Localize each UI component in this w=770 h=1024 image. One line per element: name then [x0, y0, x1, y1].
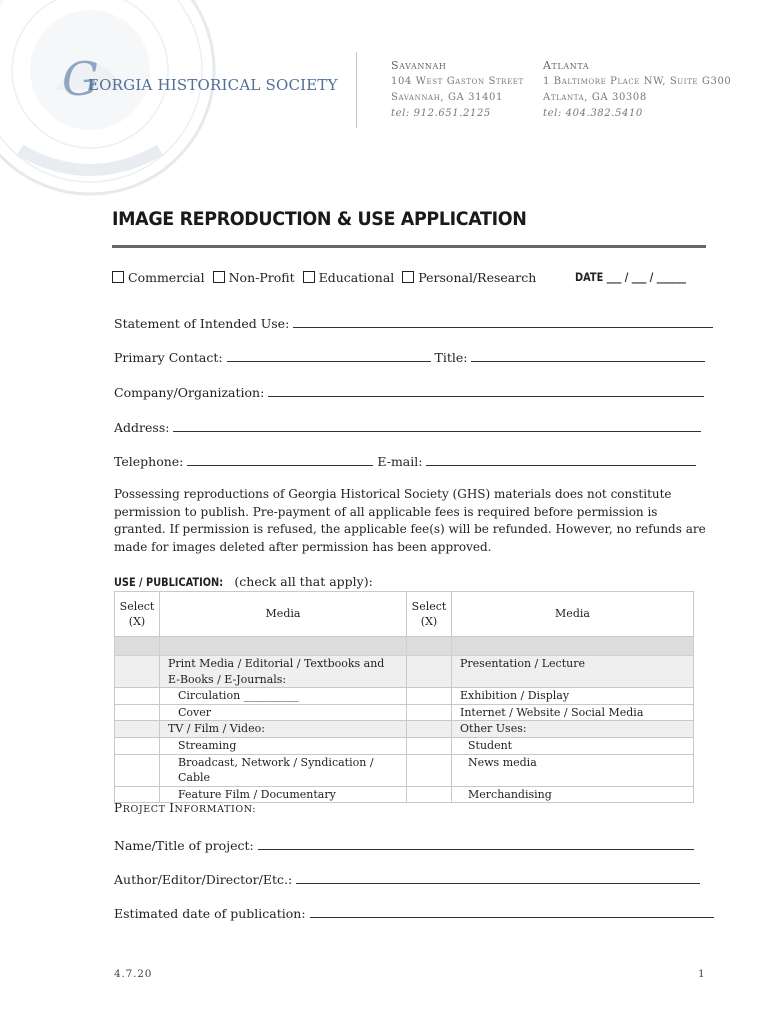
- educational-checkbox[interactable]: [303, 271, 315, 283]
- table-row: [115, 704, 694, 721]
- notice-paragraph: Possessing reproductions of Georgia Historical Society (GHS) materials does not constitute permission to publish. Pre-payment of all applicable fees is required before permission is granted. If permission is refused, the applicable fee(s) will be refunded. However, no refunds are made for images deleted after permission has been approved.: [114, 487, 706, 554]
- savannah-street: 104 West Gaston Street: [391, 76, 524, 87]
- est-date-input[interactable]: [310, 905, 714, 918]
- media-cell: [452, 786, 694, 803]
- est-date-label: Estimated date of publication:: [114, 906, 306, 921]
- header-divider: [356, 52, 357, 128]
- select-cell[interactable]: [407, 688, 452, 705]
- project-name-label: Name/Title of project:: [114, 838, 254, 853]
- select-cell[interactable]: [115, 688, 160, 705]
- project-heading: [114, 801, 256, 815]
- commercial-checkbox[interactable]: [112, 271, 124, 283]
- media-cell-text: Streaming: [178, 738, 237, 752]
- telephone-row: [114, 453, 696, 469]
- version-number: 4.7.20: [114, 968, 153, 980]
- table-header-row: [115, 592, 694, 637]
- table-row: [115, 656, 694, 688]
- statement-input[interactable]: [293, 315, 713, 328]
- email-label: E-mail:: [377, 454, 423, 469]
- date-field[interactable]: DATE ___ / ___ / ______: [575, 270, 687, 284]
- savannah-city: Savannah: [391, 59, 447, 72]
- society-logo: [62, 52, 342, 116]
- page-number: 1: [698, 968, 706, 980]
- primary-contact-input[interactable]: [227, 349, 431, 362]
- atlanta-address: [543, 58, 731, 122]
- media-cell: [452, 754, 694, 786]
- address-label: Address:: [114, 420, 170, 435]
- select-cell[interactable]: [407, 704, 452, 721]
- savannah-citystate: Savannah, GA 31401: [391, 92, 503, 103]
- email-input[interactable]: [426, 453, 696, 466]
- media-cell: TV / Film / Video:: [160, 721, 407, 738]
- select-cell[interactable]: [407, 754, 452, 786]
- project-heading-p: P: [114, 801, 123, 815]
- educational-label: Educational: [318, 270, 395, 285]
- media-cell: Exhibition / Display: [452, 688, 694, 705]
- select-cell[interactable]: [407, 737, 452, 754]
- primary-contact-label: Primary Contact:: [114, 350, 223, 365]
- address-row: [114, 419, 701, 435]
- media-cell-text: Feature Film / Documentary: [178, 787, 336, 801]
- select-cell[interactable]: [115, 754, 160, 786]
- table-row: [115, 737, 694, 754]
- project-heading-i: I: [169, 801, 175, 815]
- savannah-tel: tel: 912.651.2125: [391, 108, 491, 119]
- select-cell[interactable]: [115, 704, 160, 721]
- nonprofit-checkbox[interactable]: [213, 271, 225, 283]
- select-cell[interactable]: [407, 721, 452, 738]
- use-heading-note: (check all that apply):: [234, 574, 373, 589]
- media-cell-text: Merchandising: [468, 787, 552, 801]
- contact-row: [114, 349, 705, 365]
- personal-research-label: Personal/Research: [418, 270, 537, 285]
- media-cell-text: Circulation __________: [178, 689, 299, 703]
- project-heading-roject: ROJECT: [122, 804, 170, 815]
- select-cell[interactable]: [407, 656, 452, 688]
- media-cell-text: Cover: [178, 705, 212, 719]
- media-header-right: Media: [452, 592, 694, 637]
- project-heading-nformation: NFORMATION:: [174, 804, 257, 815]
- project-name-row: [114, 837, 694, 853]
- title-input[interactable]: [471, 349, 705, 362]
- atlanta-city: Atlanta: [543, 59, 590, 72]
- atlanta-citystate: Atlanta, GA 30308: [543, 92, 647, 103]
- telephone-input[interactable]: [187, 453, 373, 466]
- table-band-row: [115, 637, 694, 656]
- author-input[interactable]: [296, 871, 700, 884]
- select-header-left: Select (X): [115, 592, 160, 637]
- author-label: Author/Editor/Director/Etc.:: [114, 872, 293, 887]
- table-row: [115, 754, 694, 786]
- media-cell: Other Uses:: [452, 721, 694, 738]
- media-cell: [160, 754, 407, 786]
- select-cell[interactable]: [115, 737, 160, 754]
- atlanta-tel: tel: 404.382.5410: [543, 108, 643, 119]
- media-cell-text: Student: [468, 738, 513, 752]
- company-label: Company/Organization:: [114, 385, 265, 400]
- company-input[interactable]: [268, 384, 704, 397]
- use-heading-label: USE / PUBLICATION:: [114, 575, 224, 589]
- media-cell-text: Broadcast, Network / Syndication / Cable: [178, 755, 374, 785]
- media-cell-text: News media: [468, 755, 537, 769]
- category-checkboxes: [112, 270, 536, 285]
- statement-row: [114, 315, 713, 331]
- media-header-left: Media: [160, 592, 407, 637]
- est-date-row: [114, 905, 714, 921]
- select-cell[interactable]: [115, 656, 160, 688]
- media-cell: [160, 737, 407, 754]
- company-row: [114, 384, 704, 400]
- select-cell[interactable]: [115, 721, 160, 738]
- form-title: IMAGE REPRODUCTION & USE APPLICATION: [112, 208, 527, 230]
- atlanta-street: 1 Baltimore Place NW, Suite G300: [543, 76, 732, 87]
- author-row: [114, 871, 700, 887]
- nonprofit-label: Non-Profit: [228, 270, 295, 285]
- logo-initial: G: [62, 52, 99, 106]
- select-cell[interactable]: [407, 786, 452, 803]
- title-label: Title:: [434, 350, 468, 365]
- commercial-label: Commercial: [128, 270, 205, 285]
- use-heading: [114, 574, 373, 589]
- logo-text: EORGIA HISTORICAL SOCIETY: [88, 76, 338, 94]
- personal-research-checkbox[interactable]: [402, 271, 414, 283]
- media-cell: Presentation / Lecture: [452, 656, 694, 688]
- use-table: [114, 591, 694, 803]
- media-cell: [160, 704, 407, 721]
- select-header-right: Select (X): [407, 592, 452, 637]
- table-row: [115, 721, 694, 738]
- media-cell: Internet / Website / Social Media: [452, 704, 694, 721]
- table-row: [115, 688, 694, 705]
- address-input[interactable]: [173, 419, 701, 432]
- telephone-label: Telephone:: [114, 454, 184, 469]
- project-name-input[interactable]: [258, 837, 694, 850]
- title-rule: [112, 245, 706, 248]
- media-cell: [160, 688, 407, 705]
- media-cell: [452, 737, 694, 754]
- statement-label: Statement of Intended Use:: [114, 316, 290, 331]
- savannah-address: [391, 58, 524, 122]
- media-cell: Print Media / Editorial / Textbooks and E-Books / E-Journals:: [160, 656, 407, 688]
